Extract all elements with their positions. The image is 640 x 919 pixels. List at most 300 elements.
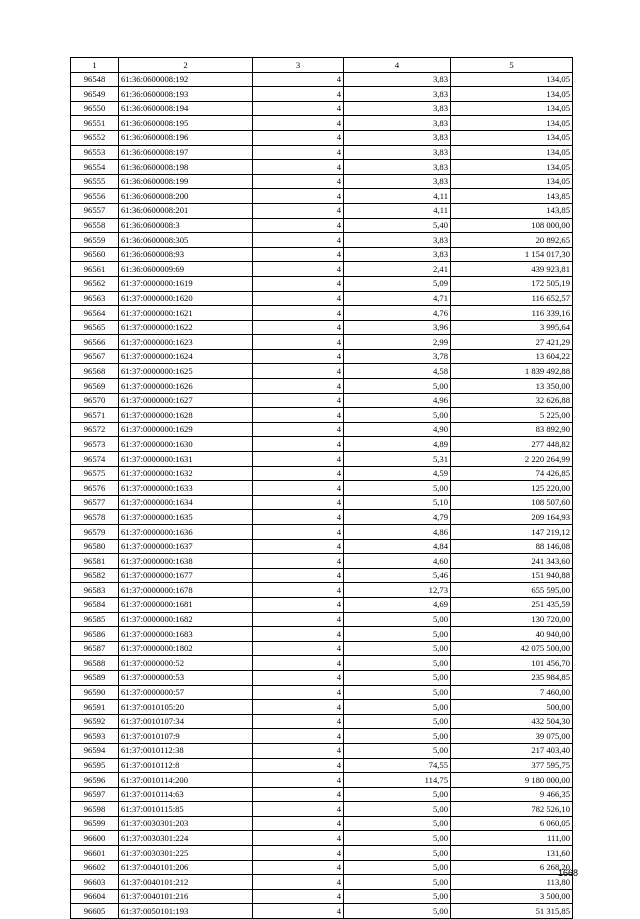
table-cell: 3,83	[344, 87, 451, 102]
table-cell: 5,00	[344, 641, 451, 656]
table-cell: 134,05	[451, 160, 573, 175]
table-row	[71, 656, 573, 671]
table-cell: 4,60	[344, 554, 451, 569]
table-cell: 96600	[71, 831, 119, 846]
table-cell: 61:37:0010115:85	[119, 802, 253, 817]
table-cell: 3,83	[344, 174, 451, 189]
table-cell: 4	[253, 525, 344, 540]
table-cell: 96551	[71, 116, 119, 131]
table-cell: 4	[253, 495, 344, 510]
table-cell: 4,58	[344, 364, 451, 379]
table-cell: 61:36:0600008:201	[119, 203, 253, 218]
table-cell: 61:36:0600008:200	[119, 189, 253, 204]
table-cell: 61:37:0000000:1634	[119, 495, 253, 510]
table-cell: 4,59	[344, 466, 451, 481]
table-row	[71, 597, 573, 612]
table-cell: 3 995,64	[451, 320, 573, 335]
table-cell: 4	[253, 714, 344, 729]
table-cell: 61:37:0000000:1678	[119, 583, 253, 598]
table-cell: 96583	[71, 583, 119, 598]
table-cell: 5,00	[344, 612, 451, 627]
table-cell: 5,00	[344, 685, 451, 700]
table-cell: 96566	[71, 335, 119, 350]
table-cell: 61:37:0000000:1638	[119, 554, 253, 569]
table-cell: 5,00	[344, 831, 451, 846]
table-cell: 61:37:0000000:52	[119, 656, 253, 671]
table-cell: 143,85	[451, 203, 573, 218]
table-cell: 61:37:0010114:63	[119, 787, 253, 802]
table-cell: 4	[253, 422, 344, 437]
table-cell: 3,83	[344, 145, 451, 160]
table-cell: 5,00	[344, 656, 451, 671]
table-cell: 61:36:0600008:305	[119, 233, 253, 248]
table-cell: 61:37:0000000:1681	[119, 597, 253, 612]
table-cell: 96575	[71, 466, 119, 481]
table-row	[71, 802, 573, 817]
table-cell: 96580	[71, 539, 119, 554]
table-row	[71, 539, 573, 554]
table-cell: 377 595,75	[451, 758, 573, 773]
table-cell: 4	[253, 831, 344, 846]
table-row	[71, 437, 573, 452]
table-cell: 134,05	[451, 116, 573, 131]
table-cell: 3,83	[344, 130, 451, 145]
table-cell: 151 940,88	[451, 568, 573, 583]
table-cell: 4	[253, 364, 344, 379]
table-cell: 61:36:0600008:195	[119, 116, 253, 131]
table-cell: 96598	[71, 802, 119, 817]
table-cell: 83 892,90	[451, 422, 573, 437]
table-row	[71, 525, 573, 540]
table-cell: 61:36:0600008:198	[119, 160, 253, 175]
table-cell: 4	[253, 160, 344, 175]
table-cell: 61:36:0600008:199	[119, 174, 253, 189]
table-cell: 131,60	[451, 846, 573, 861]
page-number: 1668	[558, 868, 579, 878]
table-cell: 61:37:0000000:1802	[119, 641, 253, 656]
table-cell: 96596	[71, 773, 119, 788]
table-cell: 4,71	[344, 291, 451, 306]
table-cell: 5,00	[344, 700, 451, 715]
table-cell: 96592	[71, 714, 119, 729]
table-row	[71, 816, 573, 831]
table-cell: 61:37:0000000:1625	[119, 364, 253, 379]
table-cell: 96570	[71, 393, 119, 408]
table-row	[71, 773, 573, 788]
table-cell: 13 604,22	[451, 349, 573, 364]
table-cell: 6 060,05	[451, 816, 573, 831]
table-row	[71, 116, 573, 131]
table-row	[71, 714, 573, 729]
table-cell: 4	[253, 670, 344, 685]
column-header: 1	[71, 58, 119, 73]
table-row	[71, 452, 573, 467]
table-row	[71, 174, 573, 189]
table-row	[71, 160, 573, 175]
table-cell: 5,10	[344, 495, 451, 510]
table-cell: 5,00	[344, 802, 451, 817]
table-row	[71, 875, 573, 890]
table-cell: 61:37:0000000:1621	[119, 306, 253, 321]
table-cell: 61:37:0000000:53	[119, 670, 253, 685]
table-cell: 61:37:0040101:206	[119, 860, 253, 875]
table-cell: 4	[253, 335, 344, 350]
table-row	[71, 583, 573, 598]
table-cell: 4	[253, 510, 344, 525]
table-cell: 5 225,00	[451, 408, 573, 423]
table-cell: 4,86	[344, 525, 451, 540]
table-row	[71, 612, 573, 627]
table-row	[71, 408, 573, 423]
table-cell: 4	[253, 875, 344, 890]
table-cell: 61:37:0000000:1635	[119, 510, 253, 525]
table-cell: 96562	[71, 276, 119, 291]
table-cell: 4	[253, 262, 344, 277]
table-cell: 782 526,10	[451, 802, 573, 817]
table-cell: 5,00	[344, 816, 451, 831]
table-cell: 217 403,40	[451, 743, 573, 758]
table-cell: 96560	[71, 247, 119, 262]
table-cell: 4	[253, 889, 344, 904]
column-header: 2	[119, 58, 253, 73]
table-cell: 96556	[71, 189, 119, 204]
table-cell: 108 507,60	[451, 495, 573, 510]
table-cell: 61:37:0010112:8	[119, 758, 253, 773]
table-cell: 88 146,08	[451, 539, 573, 554]
table-cell: 5,00	[344, 846, 451, 861]
table-cell: 61:37:0000000:1623	[119, 335, 253, 350]
table-row	[71, 627, 573, 642]
table-cell: 134,05	[451, 101, 573, 116]
table-row	[71, 233, 573, 248]
table-cell: 4,89	[344, 437, 451, 452]
table-row	[71, 145, 573, 160]
table-cell: 4,96	[344, 393, 451, 408]
table-cell: 32 626,88	[451, 393, 573, 408]
table-cell: 4	[253, 72, 344, 87]
table-cell: 9 180 000,00	[451, 773, 573, 788]
table-cell: 4	[253, 568, 344, 583]
table-cell: 96588	[71, 656, 119, 671]
table-cell: 4	[253, 87, 344, 102]
table-cell: 96585	[71, 612, 119, 627]
table-cell: 3,83	[344, 116, 451, 131]
table-cell: 5,00	[344, 714, 451, 729]
table-cell: 116 339,16	[451, 306, 573, 321]
table-cell: 4	[253, 145, 344, 160]
table-cell: 655 595,00	[451, 583, 573, 598]
table-cell: 61:36:0600008:3	[119, 218, 253, 233]
table-cell: 61:37:0010112:38	[119, 743, 253, 758]
table-cell: 96578	[71, 510, 119, 525]
table-cell: 2,99	[344, 335, 451, 350]
table-cell: 5,40	[344, 218, 451, 233]
table-cell: 134,05	[451, 130, 573, 145]
table-cell: 61:37:0000000:1620	[119, 291, 253, 306]
table-cell: 96589	[71, 670, 119, 685]
table-cell: 96571	[71, 408, 119, 423]
table-cell: 96559	[71, 233, 119, 248]
table-cell: 61:37:0010114:200	[119, 773, 253, 788]
table-cell: 4	[253, 597, 344, 612]
table-row	[71, 787, 573, 802]
table-row	[71, 335, 573, 350]
table-cell: 500,00	[451, 700, 573, 715]
table-row	[71, 510, 573, 525]
table-cell: 5,00	[344, 860, 451, 875]
table-cell: 432 504,30	[451, 714, 573, 729]
table-cell: 96603	[71, 875, 119, 890]
table-cell: 4	[253, 729, 344, 744]
table-cell: 96593	[71, 729, 119, 744]
table-row	[71, 831, 573, 846]
table-cell: 61:37:0000000:57	[119, 685, 253, 700]
table-cell: 1 839 492,88	[451, 364, 573, 379]
table-cell: 4	[253, 349, 344, 364]
table-row	[71, 495, 573, 510]
table-row	[71, 700, 573, 715]
table-cell: 96584	[71, 597, 119, 612]
table-cell: 235 984,85	[451, 670, 573, 685]
table-cell: 96599	[71, 816, 119, 831]
table-cell: 96567	[71, 349, 119, 364]
table-cell: 96595	[71, 758, 119, 773]
table-cell: 4	[253, 276, 344, 291]
table-cell: 4	[253, 787, 344, 802]
table-cell: 96587	[71, 641, 119, 656]
table-cell: 134,05	[451, 87, 573, 102]
table-cell: 3,83	[344, 233, 451, 248]
table-cell: 4	[253, 802, 344, 817]
table-cell: 4	[253, 130, 344, 145]
table-row	[71, 758, 573, 773]
column-header: 5	[451, 58, 573, 73]
table-cell: 61:37:0000000:1629	[119, 422, 253, 437]
table-cell: 12,73	[344, 583, 451, 598]
table-cell: 134,05	[451, 174, 573, 189]
table-cell: 61:37:0000000:1624	[119, 349, 253, 364]
table-cell: 96574	[71, 452, 119, 467]
table-cell: 40 940,00	[451, 627, 573, 642]
table-cell: 96549	[71, 87, 119, 102]
table-cell: 96594	[71, 743, 119, 758]
table-row	[71, 189, 573, 204]
table-row	[71, 860, 573, 875]
table-cell: 61:37:0010107:34	[119, 714, 253, 729]
table-cell: 4	[253, 379, 344, 394]
table-cell: 4	[253, 116, 344, 131]
table-cell: 209 164,93	[451, 510, 573, 525]
table-row	[71, 306, 573, 321]
table-cell: 147 219,12	[451, 525, 573, 540]
table-cell: 61:37:0000000:1636	[119, 525, 253, 540]
table-row	[71, 87, 573, 102]
table-cell: 7 460,00	[451, 685, 573, 700]
table-cell: 96582	[71, 568, 119, 583]
table-row	[71, 846, 573, 861]
table-row	[71, 889, 573, 904]
table-cell: 134,05	[451, 72, 573, 87]
table-cell: 4	[253, 627, 344, 642]
table-cell: 96602	[71, 860, 119, 875]
table-cell: 96552	[71, 130, 119, 145]
table-cell: 114,75	[344, 773, 451, 788]
table-cell: 4	[253, 174, 344, 189]
table-cell: 4	[253, 773, 344, 788]
table-row	[71, 364, 573, 379]
table-row	[71, 203, 573, 218]
table-header-row	[71, 58, 573, 73]
table-cell: 4	[253, 612, 344, 627]
table-cell: 61:37:0000000:1628	[119, 408, 253, 423]
table-cell: 4	[253, 452, 344, 467]
table-cell: 4	[253, 437, 344, 452]
table-cell: 5,00	[344, 787, 451, 802]
table-body	[71, 58, 573, 919]
table-cell: 96564	[71, 306, 119, 321]
table-cell: 4,90	[344, 422, 451, 437]
table-cell: 130 720,00	[451, 612, 573, 627]
table-cell: 39 075,00	[451, 729, 573, 744]
table-cell: 101 456,70	[451, 656, 573, 671]
table-cell: 4	[253, 743, 344, 758]
table-row	[71, 904, 573, 919]
table-row	[71, 422, 573, 437]
table-cell: 96563	[71, 291, 119, 306]
table-cell: 61:37:0000000:1637	[119, 539, 253, 554]
table-cell: 4	[253, 189, 344, 204]
table-cell: 61:36:0600008:194	[119, 101, 253, 116]
table-cell: 61:37:0000000:1626	[119, 379, 253, 394]
table-cell: 4	[253, 554, 344, 569]
table-cell: 61:36:0600008:193	[119, 87, 253, 102]
table-cell: 61:37:0000000:1619	[119, 276, 253, 291]
table-cell: 61:37:0030301:224	[119, 831, 253, 846]
table-cell: 61:37:0000000:1677	[119, 568, 253, 583]
table-cell: 96579	[71, 525, 119, 540]
table-cell: 96576	[71, 481, 119, 496]
table-cell: 13 350,00	[451, 379, 573, 394]
table-cell: 96553	[71, 145, 119, 160]
table-cell: 3,83	[344, 160, 451, 175]
table-cell: 125 220,00	[451, 481, 573, 496]
table-cell: 96604	[71, 889, 119, 904]
table-cell: 42 075 500,00	[451, 641, 573, 656]
table-cell: 111,00	[451, 831, 573, 846]
data-table	[70, 57, 573, 919]
table-cell: 5,00	[344, 627, 451, 642]
table-cell: 4	[253, 203, 344, 218]
table-cell: 96561	[71, 262, 119, 277]
table-cell: 4	[253, 758, 344, 773]
table-cell: 4,79	[344, 510, 451, 525]
table-cell: 4	[253, 860, 344, 875]
table-cell: 96557	[71, 203, 119, 218]
table-row	[71, 218, 573, 233]
table-cell: 4	[253, 101, 344, 116]
table-row	[71, 320, 573, 335]
table-cell: 4	[253, 247, 344, 262]
table-cell: 96565	[71, 320, 119, 335]
table-cell: 61:36:0600009:69	[119, 262, 253, 277]
table-cell: 2,41	[344, 262, 451, 277]
table-cell: 113,80	[451, 875, 573, 890]
table-cell: 4,84	[344, 539, 451, 554]
table-cell: 61:37:0000000:1627	[119, 393, 253, 408]
table-cell: 108 000,00	[451, 218, 573, 233]
table-cell: 61:37:0000000:1682	[119, 612, 253, 627]
table-cell: 96586	[71, 627, 119, 642]
table-cell: 4	[253, 904, 344, 919]
column-header: 3	[253, 58, 344, 73]
table-cell: 27 421,29	[451, 335, 573, 350]
table-row	[71, 554, 573, 569]
table-row	[71, 101, 573, 116]
table-cell: 251 435,59	[451, 597, 573, 612]
table-cell: 20 892,65	[451, 233, 573, 248]
table-cell: 4	[253, 393, 344, 408]
table-cell: 96573	[71, 437, 119, 452]
table-cell: 134,05	[451, 145, 573, 160]
table-cell: 61:37:0050101:193	[119, 904, 253, 919]
table-cell: 96550	[71, 101, 119, 116]
table-cell: 4	[253, 291, 344, 306]
table-cell: 61:37:0010107:9	[119, 729, 253, 744]
table-cell: 5,00	[344, 670, 451, 685]
table-cell: 5,00	[344, 408, 451, 423]
table-cell: 4	[253, 320, 344, 335]
table-cell: 96590	[71, 685, 119, 700]
table-cell: 4,11	[344, 203, 451, 218]
table-cell: 61:36:0600008:192	[119, 72, 253, 87]
table-row	[71, 466, 573, 481]
table-cell: 4,11	[344, 189, 451, 204]
table-cell: 5,00	[344, 889, 451, 904]
table-cell: 96591	[71, 700, 119, 715]
table-cell: 61:36:0600008:93	[119, 247, 253, 262]
table-cell: 5,09	[344, 276, 451, 291]
table-cell: 5,00	[344, 904, 451, 919]
table-cell: 96568	[71, 364, 119, 379]
table-cell: 5,00	[344, 481, 451, 496]
table-cell: 5,00	[344, 743, 451, 758]
table-cell: 74 426,85	[451, 466, 573, 481]
table-cell: 96577	[71, 495, 119, 510]
table-cell: 61:37:0000000:1632	[119, 466, 253, 481]
table-cell: 3,83	[344, 101, 451, 116]
table-cell: 4	[253, 218, 344, 233]
table-cell: 96555	[71, 174, 119, 189]
table-cell: 241 343,60	[451, 554, 573, 569]
table-cell: 96605	[71, 904, 119, 919]
table-cell: 5,00	[344, 875, 451, 890]
table-row	[71, 276, 573, 291]
table-cell: 61:36:0600008:197	[119, 145, 253, 160]
table-cell: 4	[253, 656, 344, 671]
table-row	[71, 641, 573, 656]
table-cell: 61:37:0030301:225	[119, 846, 253, 861]
table-cell: 96558	[71, 218, 119, 233]
table-cell: 3,78	[344, 349, 451, 364]
table-cell: 4	[253, 846, 344, 861]
column-header: 4	[344, 58, 451, 73]
table-cell: 1 154 017,30	[451, 247, 573, 262]
table-cell: 3,83	[344, 247, 451, 262]
table-row	[71, 247, 573, 262]
table-cell: 439 923,81	[451, 262, 573, 277]
table-cell: 143,85	[451, 189, 573, 204]
table-cell: 61:36:0600008:196	[119, 130, 253, 145]
